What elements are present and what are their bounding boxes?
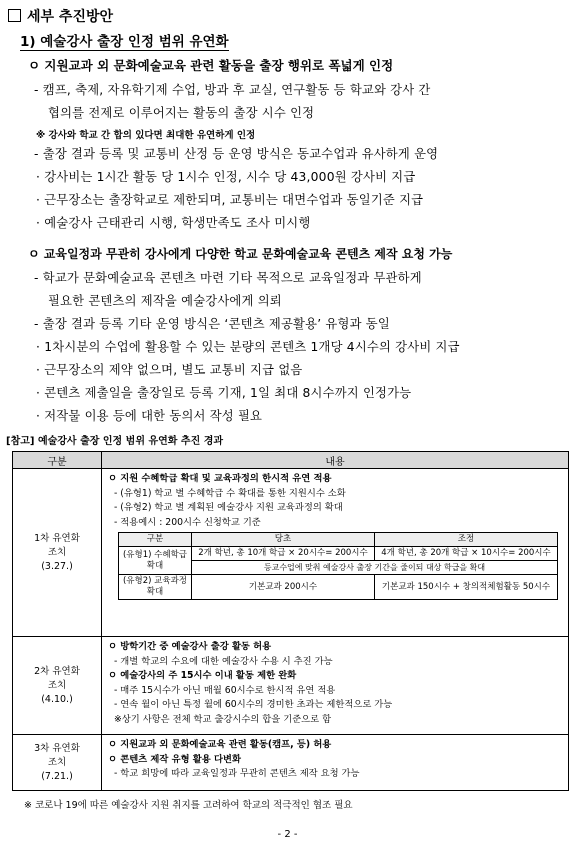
row-content: ㅇ 방학기간 중 예술강사 출강 활동 허용 - 개별 학교의 수요에 대한 예술강사 수용 시 추진 가능 ㅇ 예술강사의 주 15시수 이내 활동 제한 완화 - 매주 15시수가 아닌 매월 60시수로 한시적 유연 적용 - 연속 월이 아닌 특정 월에 60시수의 경미한 초과는 제한적으로 가능 ※상기 사항은 전체 학교 출강시수의 합을 기준으로 함	[102, 637, 569, 735]
block2-line: - 출장 결과 등록 기타 운영 방식은 ‘콘텐츠 제공활용’ 유형과 동일	[34, 317, 390, 331]
table-row	[13, 735, 569, 791]
row-label: 3차 유연화 조치 (7.21.)	[13, 735, 102, 791]
row-label: 1차 유연화 조치 (3.27.)	[13, 469, 102, 637]
block2-title: ㅇ 교육일정과 무관히 강사에게 다양한 학교 문화예술교육 콘텐츠 제작 요청 가능	[28, 247, 453, 261]
row-content: ㅇ 지원 수혜학급 확대 및 교육과정의 한시적 유연 적용 - (유형1) 학교 별 수혜학급 수 확대를 통한 지원시수 소화 - (유형2) 학교 별 계획된 예술강사 지원 교육과정의 확대 - 적용예시 : 200시수 신청학교 기준 구분 당초 조정 (유형1) 수혜학급 확대 2개 학년, 총 10개 학급 × 20시수= 200시수 4개 학년, 총 20개 학급 × 10시수= 200시수 등교수업에 맞춰 예술강사 출장 기간을 줄이되 대상 학급을 확대 (유형2) 교육과정 확대 기본교과 200시수 기본교과 150시수 + 창의적체험활동 50시수	[102, 469, 569, 637]
block1-line: - 출장 결과 등록 및 교통비 산정 등 운영 방식은 동교수업과 유사하게 운영	[34, 147, 439, 161]
block2-line: · 1차시분의 수업에 활용할 수 있는 분량의 콘텐츠 1개당 4시수의 강사비 지급	[36, 340, 460, 354]
block2-line: - 학교가 문화예술교육 콘텐츠 마련 기타 목적으로 교육일정과 무관하게	[34, 271, 422, 285]
table-row	[13, 469, 569, 637]
example-table: 구분 당초 조정 (유형1) 수혜학급 확대 2개 학년, 총 10개 학급 × 20시수= 200시수 4개 학년, 총 20개 학급 × 10시수= 200시수 등교수업에 맞춰 예술강사 출장 기간을 줄이되 대상 학급을 확대 (유형2) 교육과정 확대 기본교과 200시수 기본교과 150시수 + 창의적체험활동 50시수	[118, 532, 558, 600]
footnote: ※ 코로나 19에 따른 예술강사 지원 취지를 고려하여 학교의 적극적인 협조 필요	[24, 800, 353, 811]
progress-table	[12, 451, 569, 791]
heading-text: 세부 추진방안	[27, 9, 114, 25]
block2-line: · 근무장소의 제약 없으며, 별도 교통비 지급 없음	[36, 363, 303, 377]
block2-line: · 저작물 이용 등에 대한 동의서 작성 필요	[36, 409, 263, 423]
block1-line: 협의를 전제로 이루어지는 활동의 출장 시수 인정	[48, 106, 315, 120]
reference-title: [참고] 예술강사 출장 인정 범위 유연화 추진 경과	[6, 436, 224, 447]
block2-line: · 콘텐츠 제출일을 출장일로 등록 기재, 1일 최대 8시수까지 인정가능	[36, 386, 412, 400]
block1-title: ㅇ 지원교과 외 문화예술교육 관련 활동을 출장 행위로 폭넓게 인정	[28, 58, 394, 73]
section-title: 1) 예술강사 출장 인정 범위 유연화	[20, 34, 229, 50]
block2-line: 필요한 콘텐츠의 제작을 예술강사에게 의뢰	[48, 294, 282, 308]
column-header: 내용	[102, 452, 569, 469]
checkbox-square-icon	[8, 9, 21, 22]
column-header: 구분	[13, 452, 102, 469]
table-header-row	[13, 452, 569, 469]
row-label: 2차 유연화 조치 (4.10.)	[13, 637, 102, 735]
block1-note: ※ 강사와 학교 간 합의 있다면 최대한 유연하게 인정	[36, 130, 256, 141]
heading	[8, 6, 113, 26]
block1-line: · 강사비는 1시간 활동 당 1시수 인정, 시수 당 43,000원 강사비 지급	[36, 170, 416, 184]
page-number: - 2 -	[277, 829, 298, 840]
row-content: ㅇ 지원교과 외 문화예술교육 관련 활동(캠프, 등) 허용 ㅇ 콘텐츠 제작 유형 활용 다변화 - 학교 희망에 따라 교육일정과 무관히 콘텐츠 제작 요청 가능	[102, 735, 569, 791]
block1-line: · 예술강사 근태관리 시행, 학생만족도 조사 미시행	[36, 216, 311, 230]
block1-line: · 근무장소는 출장학교로 제한되며, 교통비는 대면수업과 동일기준 지급	[36, 193, 424, 207]
block1-line: - 캠프, 축제, 자유학기제 수업, 방과 후 교실, 연구활동 등 학교와 강사 간	[34, 83, 431, 97]
table-row	[13, 637, 569, 735]
